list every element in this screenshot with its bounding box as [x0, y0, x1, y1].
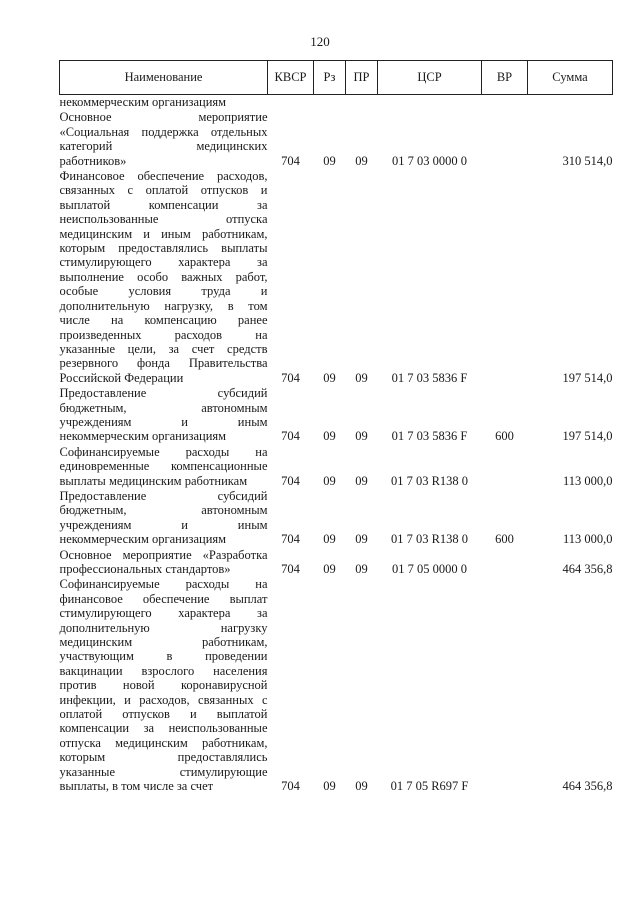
cell-pr: 09 [355, 473, 368, 488]
name-line: Предоставление субсидий [59, 386, 268, 401]
cell-vr [482, 548, 528, 578]
cell-rz: 09 [323, 370, 336, 385]
column-header-sum: Сумма [528, 61, 613, 95]
name-line: единовременные компенсационные [59, 459, 268, 474]
name-line: некоммерческим организациям [59, 532, 227, 547]
cell-kvsr: 704 [281, 532, 300, 547]
column-header-pr: ПР [346, 61, 378, 95]
column-header-csr: ЦСР [378, 61, 482, 95]
cell-csr: 01 7 03 5836 F [391, 429, 468, 444]
cell-csr: 01 7 03 5836 F [391, 370, 468, 385]
cell-kvsr: 704 [281, 779, 300, 794]
cell-vr [482, 110, 528, 169]
name-line: неиспользованные отпуска [59, 212, 268, 227]
column-header-vr: ВР [482, 61, 528, 95]
cell-name [60, 95, 268, 111]
cell-rz: 09 [323, 153, 336, 168]
cell-kvsr: 704 [281, 429, 300, 444]
cell-rz: 09 [323, 532, 336, 547]
cell-name [60, 548, 268, 578]
cell-rz: 09 [323, 429, 336, 444]
name-line: «Социальная поддержка отдельных [59, 124, 268, 139]
cell-csr: 01 7 03 0000 0 [392, 153, 467, 168]
name-line: Основное мероприятие «Разработка [59, 547, 268, 562]
name-line: отпуска медицинским работникам, [59, 735, 268, 750]
cell-vr [482, 577, 528, 794]
name-line: резервного фонда Правительства [59, 356, 268, 371]
name-line: работников» [59, 153, 127, 168]
name-line: инфекции, и расходов, связанных с [59, 692, 268, 707]
name-line: оплатой отпусков и выплатой [59, 707, 268, 722]
cell-pr: 09 [355, 153, 368, 168]
cell-csr: 01 7 05 0000 0 [392, 562, 467, 576]
cell-name [60, 489, 268, 548]
cell-pr: 09 [355, 532, 368, 547]
table-header-row [60, 61, 613, 95]
cell-csr: 01 7 03 R138 0 [390, 473, 469, 488]
cell-pr: 09 [355, 779, 368, 794]
name-line: которым предоставлялись [59, 750, 268, 765]
cell-sum: 464 356,8 [562, 779, 613, 794]
cell-rz: 09 [323, 473, 336, 488]
cell-vr: 600 [495, 429, 514, 444]
cell-sum [528, 95, 613, 111]
name-line: указанные стимулирующие [59, 764, 268, 779]
name-line: медицинским и иным работникам, [59, 226, 268, 241]
name-line: выплатой компенсации за [59, 197, 268, 212]
name-line: выплаты, в том числе за счет [59, 779, 214, 794]
name-line: компенсации за неиспользованные [59, 721, 268, 736]
cell-kvsr: 704 [281, 370, 300, 385]
cell-pr [346, 95, 378, 111]
cell-name [60, 386, 268, 445]
name-line: Основное мероприятие [59, 110, 268, 125]
name-line: выплаты медицинским работникам [59, 473, 248, 488]
name-line: учреждениям и иным [59, 414, 268, 429]
table-row [60, 489, 613, 548]
name-line: бюджетным, автономным [59, 503, 268, 518]
cell-pr: 09 [355, 370, 368, 385]
cell-name [60, 169, 268, 386]
cell-rz: 09 [323, 779, 336, 794]
cell-vr [482, 95, 528, 111]
name-line: Российской Федерации [59, 370, 184, 385]
cell-csr: 01 7 05 R697 F [390, 779, 469, 794]
cell-kvsr: 704 [281, 153, 300, 168]
name-line: профессиональных стандартов» [59, 562, 231, 576]
cell-sum: 310 514,0 [562, 153, 613, 168]
column-header-kvsr: КВСР [268, 61, 314, 95]
cell-pr: 09 [355, 429, 368, 444]
cell-name [60, 110, 268, 169]
name-line: связанных с оплатой отпусков и [59, 183, 268, 198]
name-line: указанные цели, за счет средств [59, 341, 268, 356]
cell-kvsr [268, 95, 314, 111]
cell-vr [482, 445, 528, 489]
name-line: некоммерческим организациям [59, 429, 227, 444]
cell-sum: 464 356,8 [562, 562, 613, 576]
name-line: категорий медицинских [59, 139, 268, 154]
page-number: 120 [310, 34, 330, 49]
table-row [60, 95, 613, 111]
cell-kvsr: 704 [281, 473, 300, 488]
name-line: финансовое обеспечение выплат [59, 591, 268, 606]
cell-vr [482, 169, 528, 386]
name-line: бюджетным, автономным [59, 400, 268, 415]
budget-table [59, 60, 613, 795]
name-line: стимулирующего характера за [59, 255, 268, 270]
name-line: медицинским работникам, [59, 635, 268, 650]
name-line: числе на компенсацию ранее [59, 313, 268, 328]
cell-name [60, 445, 268, 489]
cell-rz: 09 [323, 562, 336, 576]
name-line: против новой коронавирусной [59, 678, 268, 693]
cell-sum: 197 514,0 [562, 429, 613, 444]
cell-vr: 600 [495, 532, 514, 547]
cell-csr [378, 95, 482, 111]
column-header-rz: Рз [314, 61, 346, 95]
name-line: Софинансируемые расходы на [59, 577, 268, 592]
cell-pr: 09 [355, 562, 368, 576]
table-row [60, 110, 613, 169]
name-line: которым предоставлялись выплаты [59, 241, 268, 256]
cell-name [60, 577, 268, 794]
name-line: Софинансируемые расходы на [59, 444, 268, 459]
name-line: Финансовое обеспечение расходов, [59, 169, 268, 184]
name-line: произведенных расходов на [59, 327, 268, 342]
column-header-name: Наименование [60, 61, 268, 95]
name-line: Предоставление субсидий [59, 488, 268, 503]
name-line: особые условия труда и [59, 284, 268, 299]
name-line: выполнение особо важных работ, [59, 269, 268, 284]
cell-rz [314, 95, 346, 111]
name-line: дополнительную нагрузку, в том [59, 298, 268, 313]
name-line: стимулирующего характера за [59, 606, 268, 621]
name-line: некоммерческим организациям [59, 95, 227, 109]
table-row [60, 548, 613, 578]
cell-sum: 197 514,0 [562, 370, 613, 385]
cell-kvsr: 704 [281, 562, 300, 576]
name-line: дополнительную нагрузку [59, 620, 268, 635]
table-row [60, 169, 613, 386]
table-row [60, 386, 613, 445]
table-row [60, 445, 613, 489]
cell-csr: 01 7 03 R138 0 [390, 532, 469, 547]
name-line: участвующим в проведении [59, 649, 268, 664]
name-line: вакцинации взрослого населения [59, 663, 268, 678]
cell-sum: 113 000,0 [562, 532, 613, 547]
cell-sum: 113 000,0 [562, 473, 613, 488]
name-line: учреждениям и иным [59, 517, 268, 532]
table-row [60, 577, 613, 794]
